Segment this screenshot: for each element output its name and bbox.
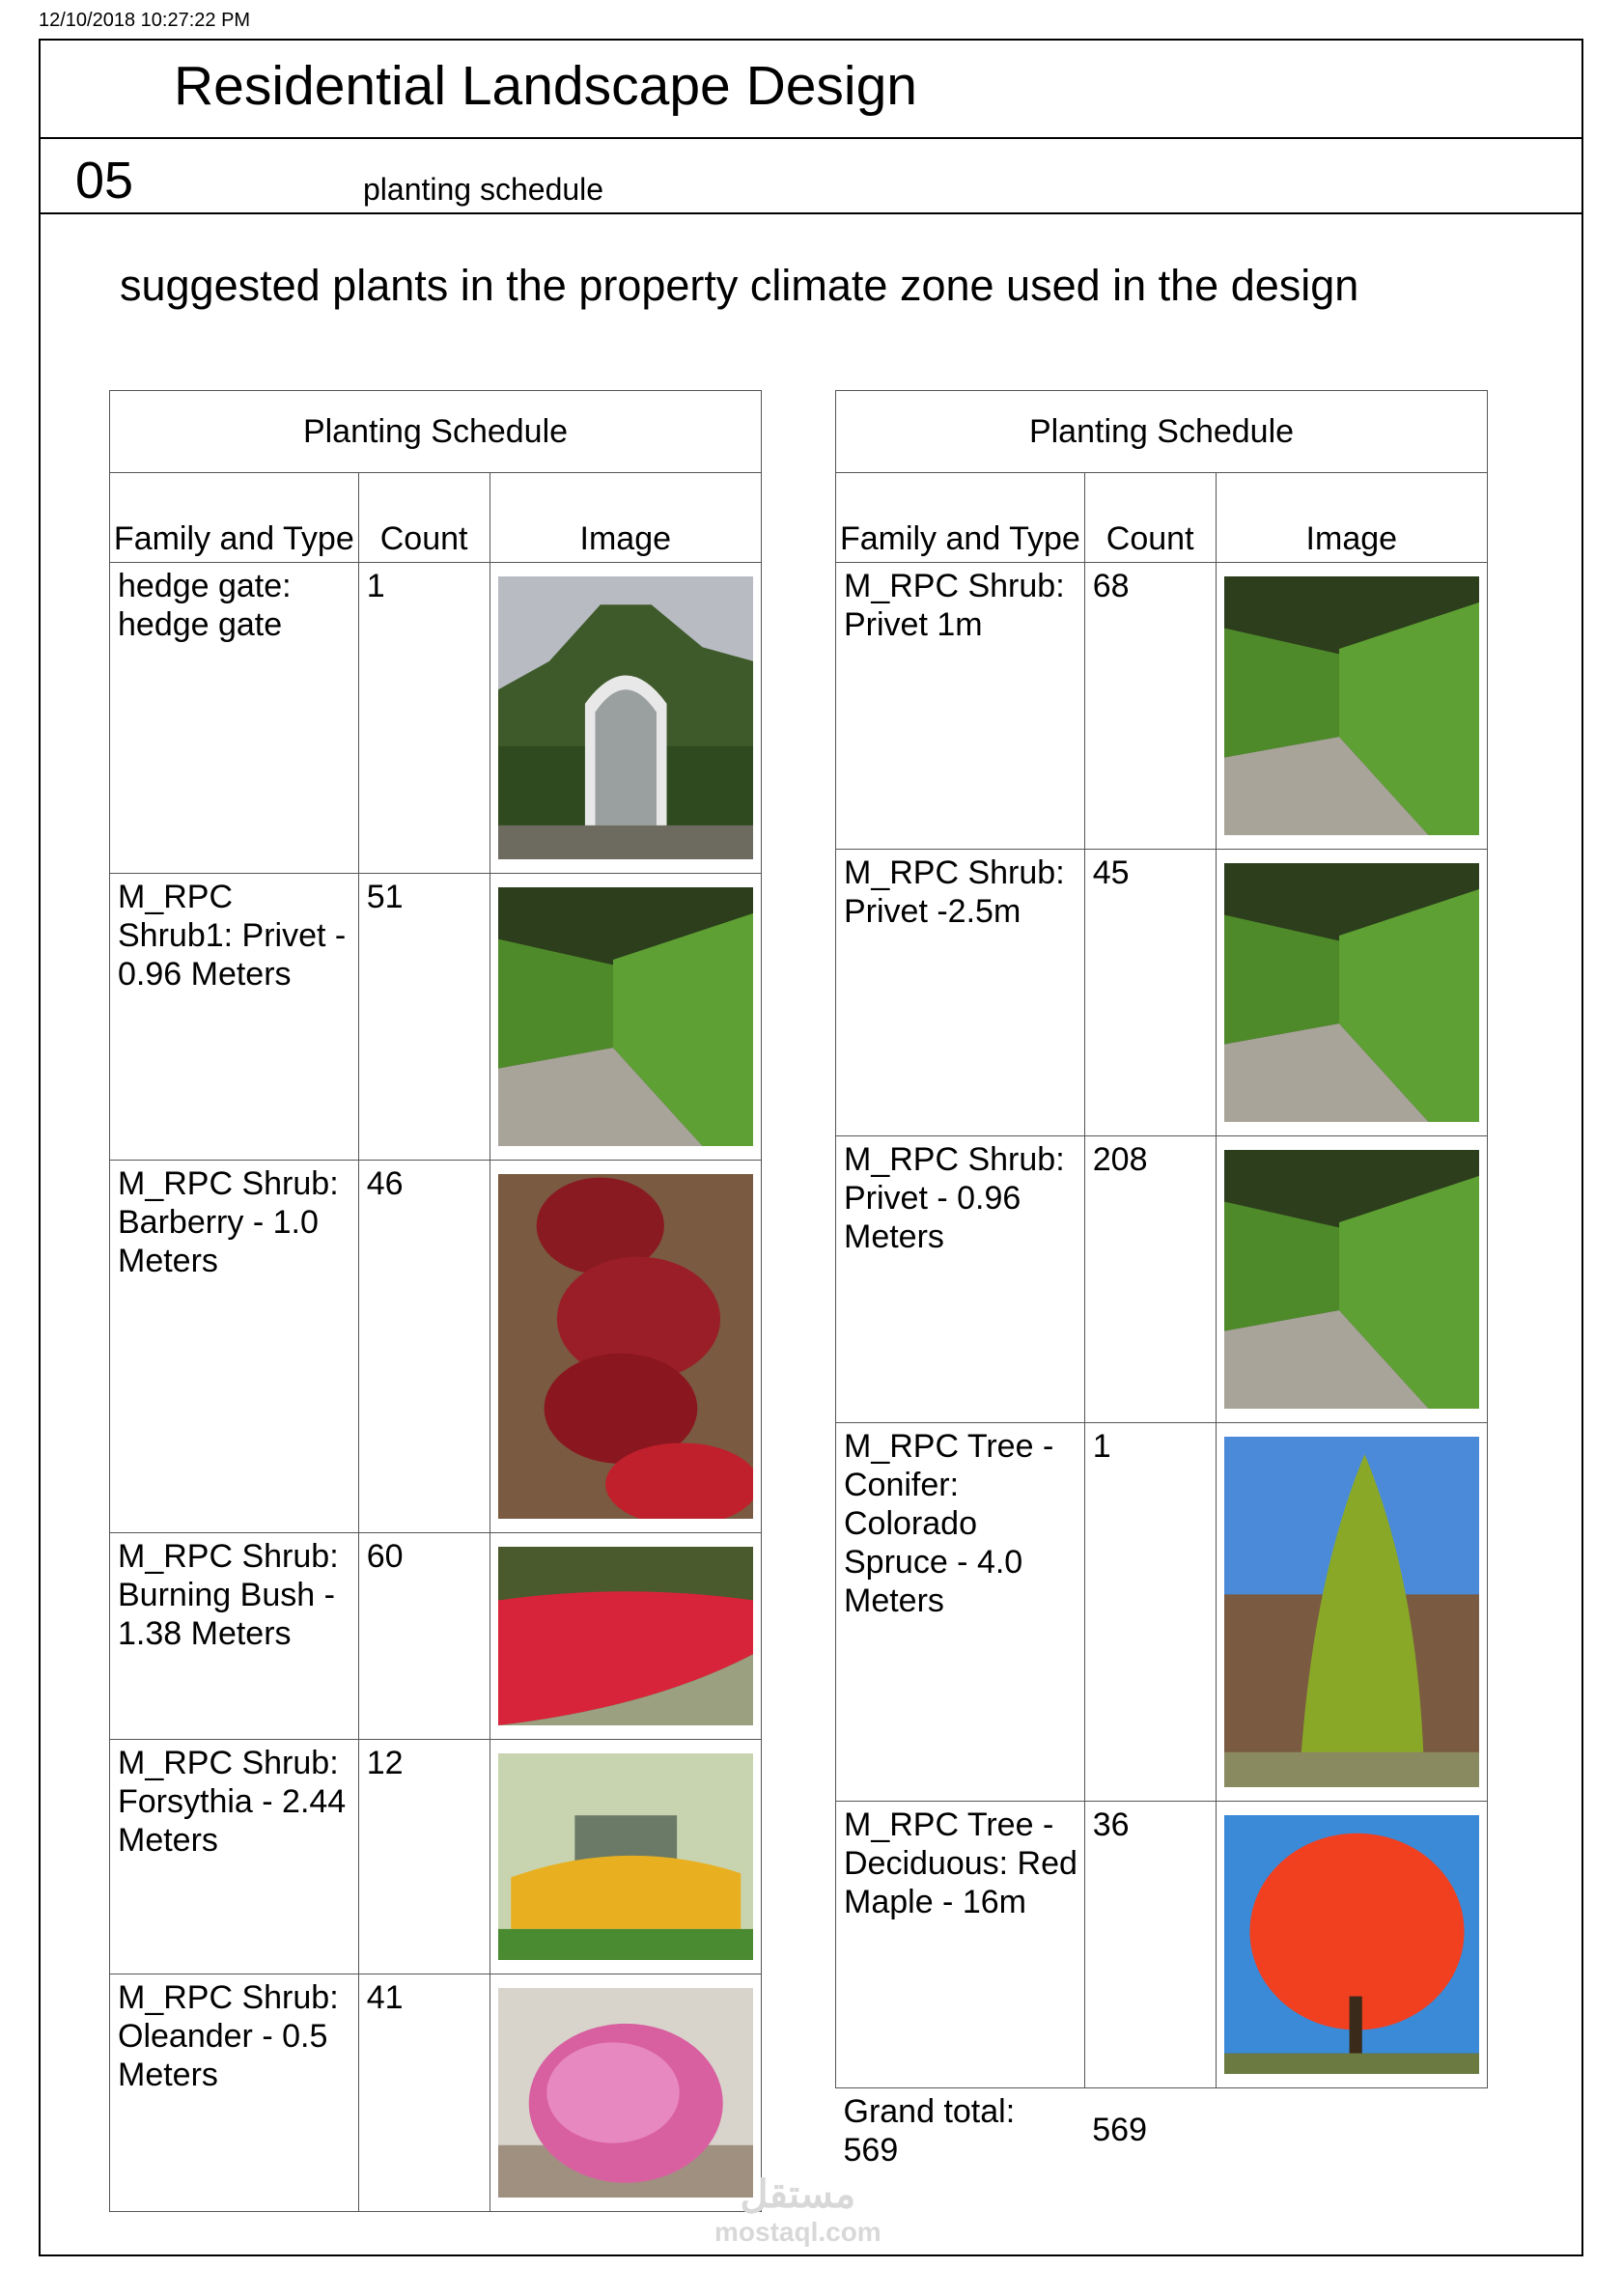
grand-total-row xyxy=(836,2088,1488,2171)
column-header-image: Image xyxy=(1216,473,1487,563)
count-cell: 1 xyxy=(1084,1423,1216,1802)
forsythia-photo xyxy=(498,1753,753,1960)
watermark-arabic: مستقل xyxy=(740,2173,856,2216)
barberry-photo xyxy=(498,1174,753,1519)
sheet-number: 05 xyxy=(75,152,134,210)
count-cell: 68 xyxy=(1084,563,1216,850)
family-type-cell: M_RPC Shrub: Oleander - 0.5 Meters xyxy=(110,1974,359,2212)
planting-schedule-left xyxy=(109,390,762,2212)
oleander-photo xyxy=(498,1988,753,2198)
table-row xyxy=(836,850,1488,1136)
sheet-info-row xyxy=(41,139,1581,214)
family-type-cell: M_RPC Shrub: Privet - 0.96 Meters xyxy=(836,1136,1085,1423)
count-cell: 60 xyxy=(358,1533,490,1740)
table-row xyxy=(110,1740,762,1974)
table-row xyxy=(836,1136,1488,1423)
family-type-cell: M_RPC Shrub: Burning Bush - 1.38 Meters xyxy=(110,1533,359,1740)
hedge-gate-photo xyxy=(498,576,753,859)
timestamp: 12/10/2018 10:27:22 PM xyxy=(39,10,251,31)
table-row xyxy=(836,1423,1488,1802)
red-maple-photo xyxy=(1224,1815,1479,2074)
family-type-cell: M_RPC Shrub1: Privet - 0.96 Meters xyxy=(110,874,359,1161)
count-cell: 41 xyxy=(358,1974,490,2212)
family-type-cell: M_RPC Shrub: Barberry - 1.0 Meters xyxy=(110,1161,359,1533)
intro-text: suggested plants in the property climate zone used in the design xyxy=(120,261,1359,310)
grand-total-label: Grand total: 569 xyxy=(843,2093,1016,2169)
table-row xyxy=(110,1533,762,1740)
column-header-image: Image xyxy=(490,473,761,563)
sheet-name: planting schedule xyxy=(363,172,604,207)
family-type-cell: M_RPC Shrub: Forsythia - 2.44 Meters xyxy=(110,1740,359,1974)
table-row xyxy=(836,563,1488,850)
family-type-cell: M_RPC Shrub: Privet 1m xyxy=(836,563,1085,850)
privet-hedge-photo xyxy=(498,887,753,1146)
table-row xyxy=(110,563,762,874)
privet-hedge-photo xyxy=(1224,1150,1479,1409)
count-cell: 51 xyxy=(358,874,490,1161)
table-row xyxy=(110,1974,762,2212)
column-header-family: Family and Type xyxy=(836,473,1085,563)
family-type-cell: M_RPC Tree - Deciduous: Red Maple - 16m xyxy=(836,1802,1085,2088)
count-cell: 36 xyxy=(1084,1802,1216,2088)
planting-schedule-right xyxy=(835,390,1488,2171)
privet-hedge-photo xyxy=(1224,576,1479,835)
column-header-count: Count xyxy=(358,473,490,563)
count-cell: 45 xyxy=(1084,850,1216,1136)
watermark xyxy=(714,2172,881,2248)
count-cell: 12 xyxy=(358,1740,490,1974)
schedule-caption: Planting Schedule xyxy=(110,391,762,473)
count-cell: 1 xyxy=(358,563,490,874)
table-row xyxy=(836,1802,1488,2088)
title-block xyxy=(41,41,1581,139)
privet-hedge-photo xyxy=(1224,863,1479,1122)
count-cell: 46 xyxy=(358,1161,490,1533)
family-type-cell: M_RPC Shrub: Privet -2.5m xyxy=(836,850,1085,1136)
family-type-cell: hedge gate: hedge gate xyxy=(110,563,359,874)
column-header-family: Family and Type xyxy=(110,473,359,563)
watermark-latin: mostaql.com xyxy=(714,2217,881,2247)
family-type-cell: M_RPC Tree - Conifer: Colorado Spruce - 4.0 Meters xyxy=(836,1423,1085,1802)
schedule-caption: Planting Schedule xyxy=(836,391,1488,473)
spruce-photo xyxy=(1224,1437,1479,1787)
page-title: Residential Landscape Design xyxy=(174,55,918,117)
table-row xyxy=(110,874,762,1161)
column-header-count: Count xyxy=(1084,473,1216,563)
count-cell: 208 xyxy=(1084,1136,1216,1423)
grand-total-count: 569 xyxy=(1092,2111,1147,2148)
table-row xyxy=(110,1161,762,1533)
burning-bush-photo xyxy=(498,1547,753,1725)
